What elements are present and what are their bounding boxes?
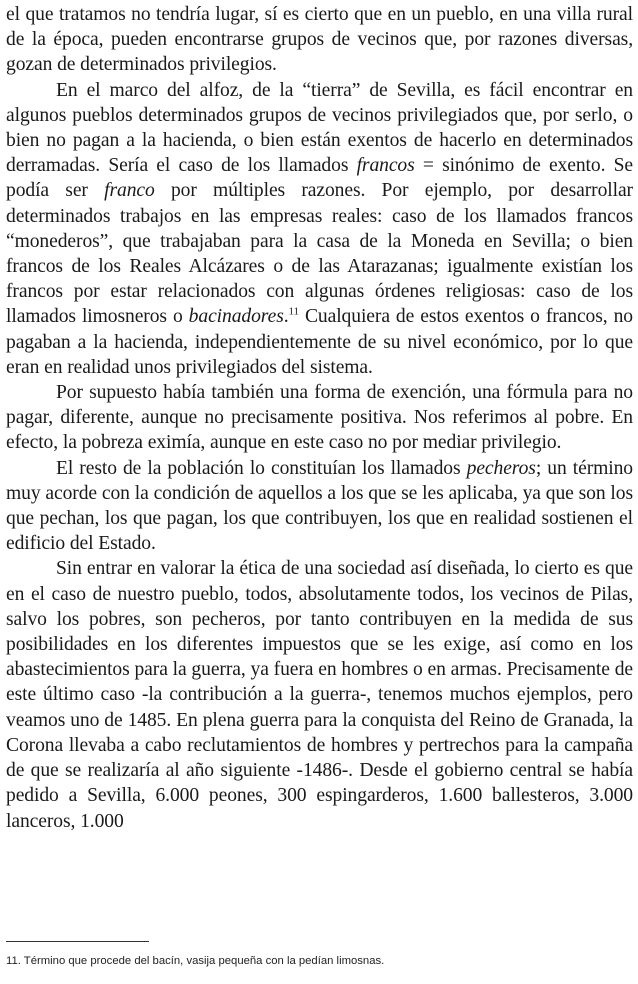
text-run: El resto de la población lo constituían los llamados bbox=[56, 457, 467, 479]
paragraph-5 bbox=[6, 556, 633, 833]
paragraph-1 bbox=[6, 2, 633, 78]
page bbox=[6, 0, 633, 834]
text-run: por múltiples razones. Por ejemplo, por desarrollar determinados trabajos en las empresas reales: caso de los llamados francos “monederos”, que trabajaban para la casa de la Moneda en Sevilla; o bien francos de los Reales Alcázares o de las Atarazanas; igualmente existían los francos por estar relacionados con algunas órdenes religiosas: caso de los llamados limosneros o bbox=[6, 180, 633, 328]
text-run: En el marco del alfoz, de la “tierra” de Sevilla, es fácil encontrar en algunos pueblos determinados grupos de vecinos privilegiados que, por serlo, o bien no pagan a la hacienda, o bien están exentos de hacerlo en determinados derramadas. Sería el caso de los llamados bbox=[6, 79, 633, 177]
body-text bbox=[6, 2, 633, 834]
text-run: el que tratamos no tendría lugar, sí es cierto que en un pueblo, en una villa rural de la época, pueden encontrarse grupos de vecinos que, por razones diversas, gozan de determinados privilegios. bbox=[6, 4, 633, 76]
italic-term: francos bbox=[356, 155, 415, 177]
text-run: = sinónimo de exento. Se podía ser bbox=[6, 155, 633, 202]
text-run: Por supuesto había también una forma de exención, una fórmula para no pagar, diferente, aunque no precisamente positiva. Nos referimos al pobre. En efecto, la pobreza eximía, aunque en este caso no por mediar privilegio. bbox=[6, 382, 633, 454]
text-run: Cualquiera de estos exentos o francos, no pagaban a la hacienda, independientemente de su nivel económico, por lo que eran en realidad unos privilegiados del sistema. bbox=[6, 306, 633, 378]
italic-term: franco bbox=[104, 180, 155, 202]
footnote-separator bbox=[6, 941, 149, 942]
footnote-ref: 11 bbox=[288, 305, 299, 318]
italic-term: bacinadores bbox=[188, 306, 284, 328]
text-run: Sin entrar en valorar la ética de una sociedad así diseñada, lo cierto es que en el caso de nuestro pueblo, todos, absolutamente todos, los vecinos de Pilas, salvo los pobres, son pecheros, por tanto contribuyen en la medida de sus posibilidades en los diferentes impuestos que se les exige, así como en los abastecimientos para la guerra, ya fuera en hombres o en armas. Precisamente de este último caso -la contribución a la guerra-, tenemos muchos ejemplos, pero veamos uno de 1485. En plena guerra para la conquista del Reino de Granada, la Corona llevaba a cabo reclutamientos de hombres y pertrechos para la campaña de que se realizaría al año siguiente -1486-. Desde el gobierno central se había pedido a Sevilla, 6.000 peones, 300 espingarderos, 1.600 ballesteros, 3.000 lanceros, 1.000 bbox=[6, 558, 633, 832]
paragraph-3 bbox=[6, 380, 633, 456]
paragraph-2 bbox=[6, 78, 633, 380]
italic-term: pecheros bbox=[466, 457, 536, 479]
text-run: ; un término muy acorde con la condición de aquellos a los que se les aplicaba, ya que son los que pechan, los que pagan, los que contribuyen, los que en realidad sostienen el edificio del Estado. bbox=[6, 457, 634, 555]
text-run: . bbox=[283, 306, 289, 328]
paragraph-4 bbox=[6, 456, 633, 557]
footnote: 11. Término que procede del bacín, vasija pequeña con la pedían limosnas. bbox=[6, 955, 385, 967]
